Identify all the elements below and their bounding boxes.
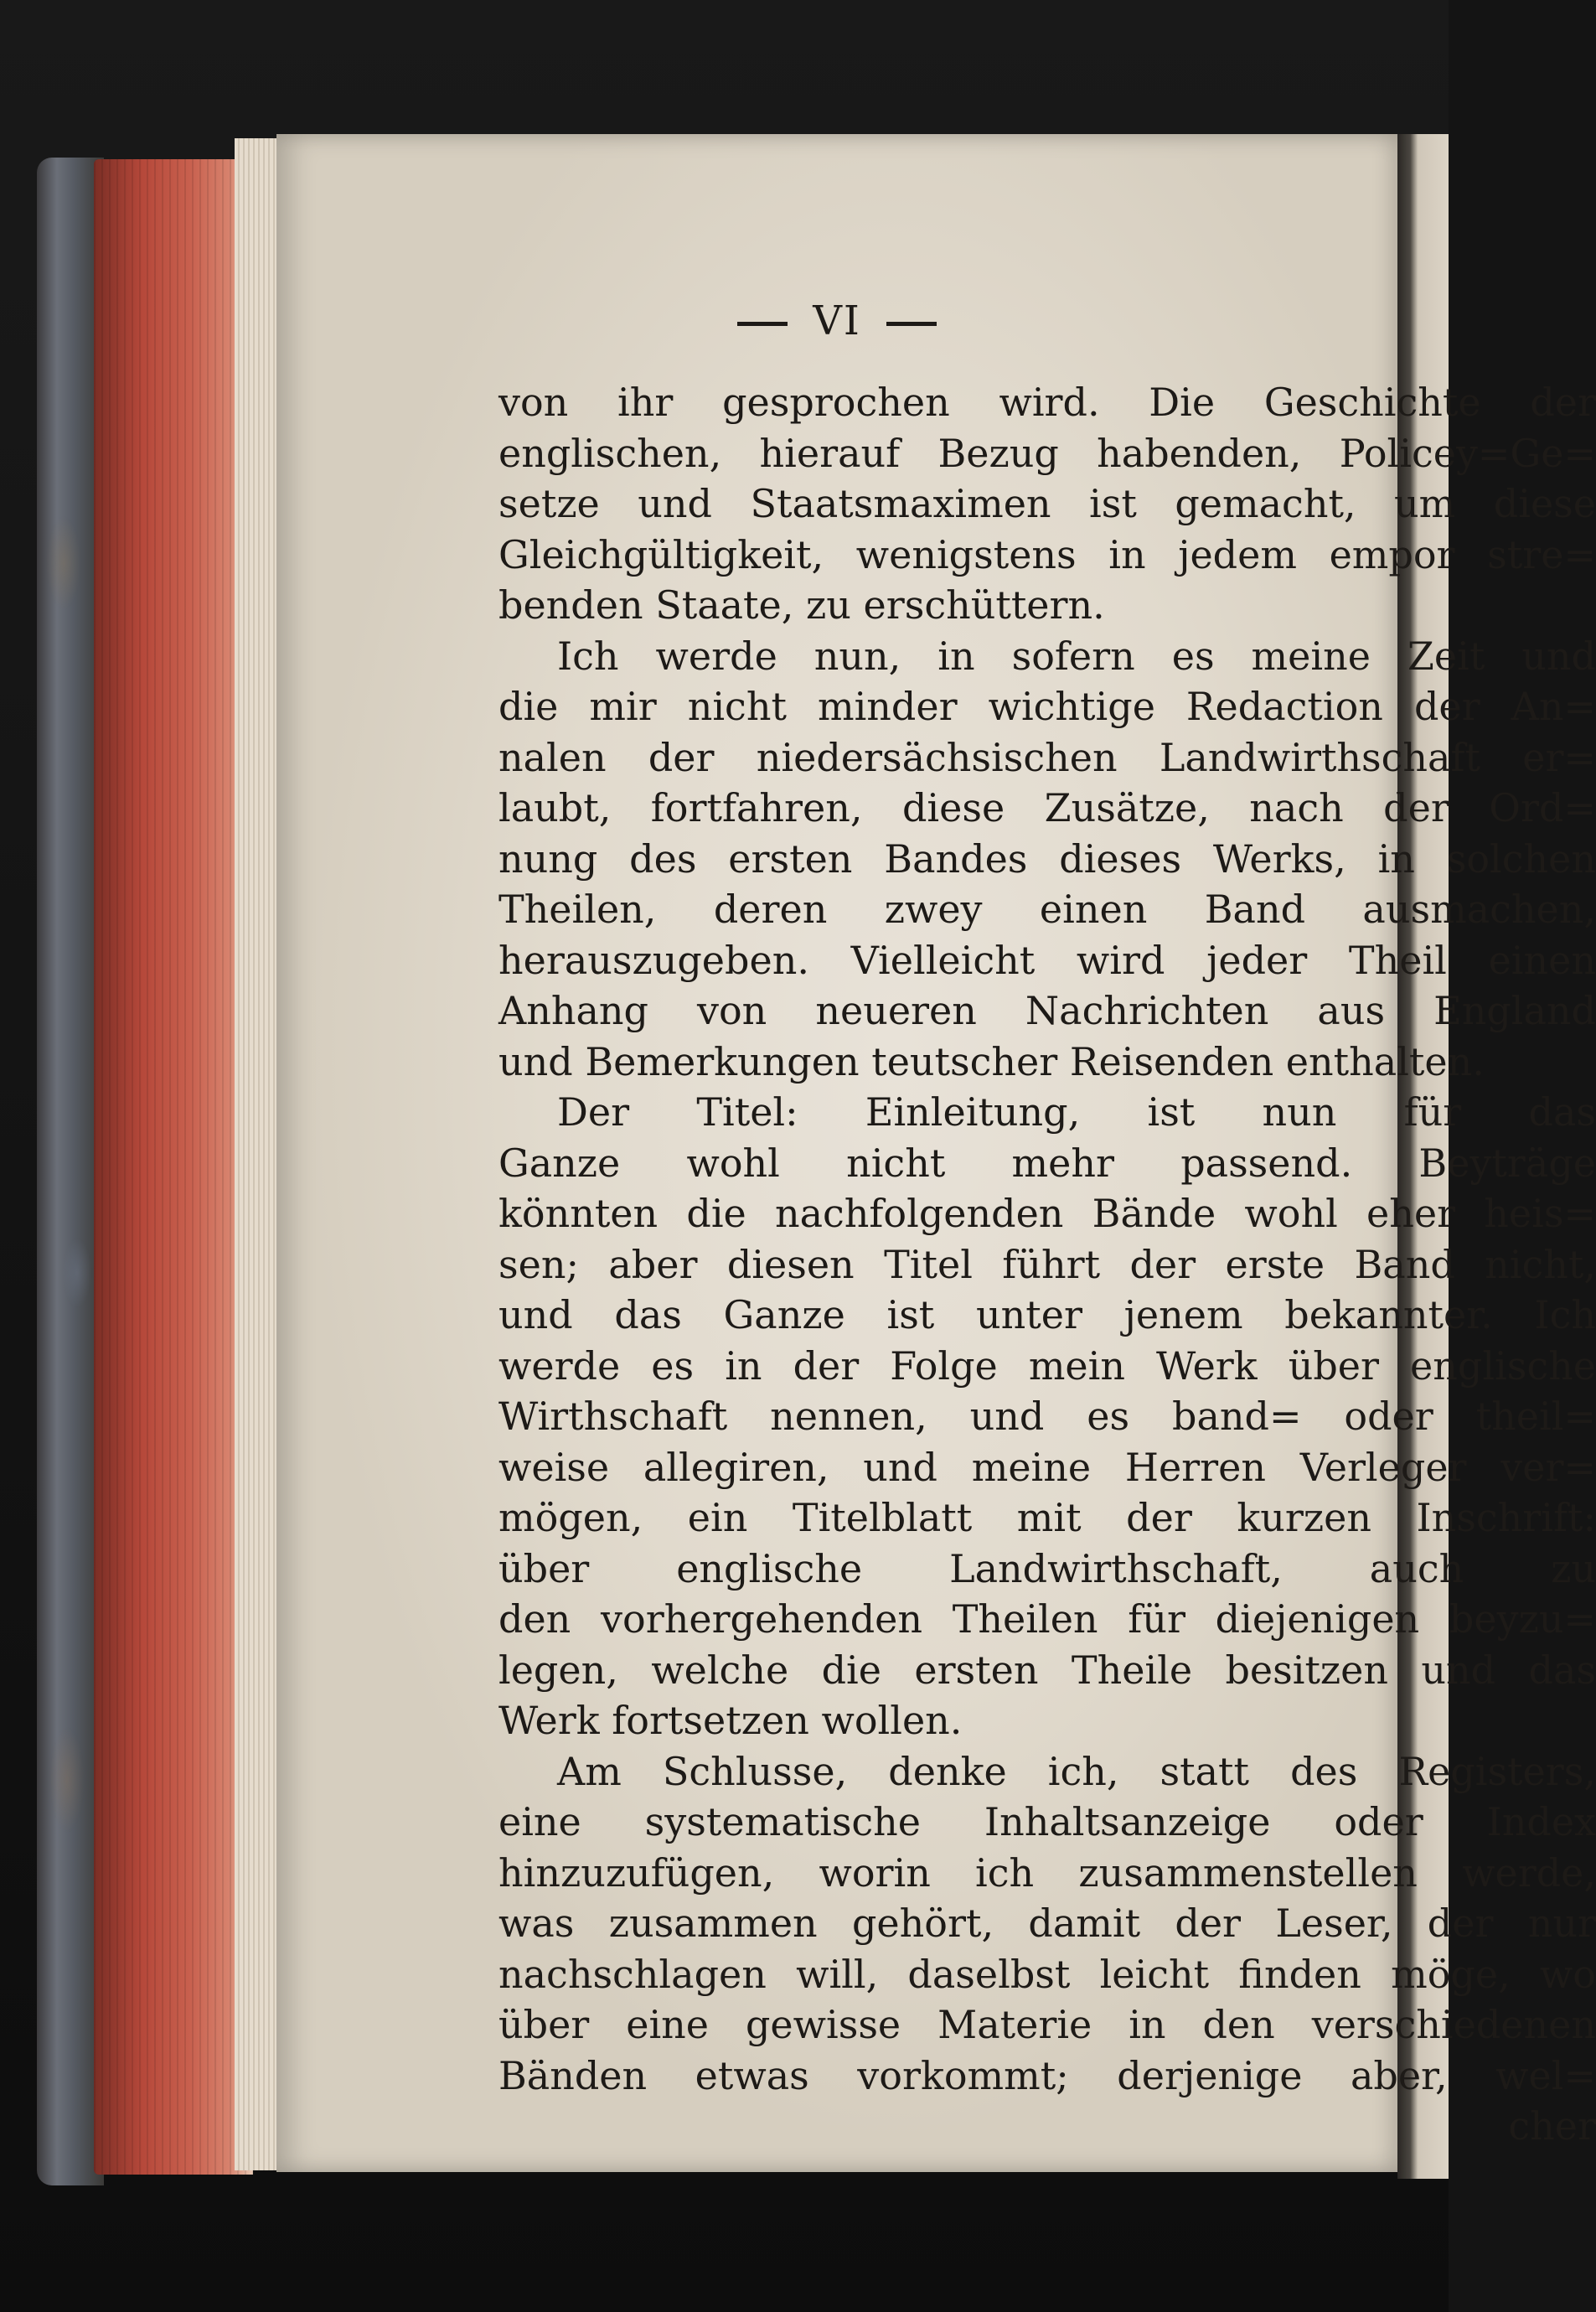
text-line: setze und Staatsmaximen ist gemacht, um diese <box>498 481 1596 526</box>
text-line: benden Staate, zu erschüttern. <box>498 582 1105 628</box>
text-line: Bänden etwas vorkommt; derjenige aber, wel= <box>498 2052 1596 2098</box>
text-line: könnten die nachfolgenden Bände wohl eher heis= <box>498 1191 1596 1236</box>
red-page-edges <box>94 159 253 2175</box>
text-line: werde es in der Folge mein Werk über englische <box>498 1342 1596 1389</box>
text-line: von ihr gesprochen wird. Die Geschichte der <box>498 380 1596 425</box>
page-header <box>276 297 1397 344</box>
text-line: und das Ganze ist unter jenem bekannter. Ich <box>498 1292 1596 1337</box>
text-line: Werk fortsetzen wollen. <box>498 1698 963 1743</box>
text-line: englischen, hierauf Bezug habenden, Policey=Ge= <box>498 430 1596 476</box>
text-line: Wirthschaft nennen, und es band= oder theil= <box>498 1394 1596 1439</box>
text-line: die mir nicht minder wichtige Redaction der An= <box>498 684 1596 729</box>
text-line: herauszugeben. Vielleicht wird jeder Theil einen <box>498 937 1596 983</box>
text-line: Ich werde nun, in sofern es meine Zeit und <box>557 633 1596 679</box>
catchword: cher <box>1508 2103 1596 2149</box>
page-number: VI <box>813 297 861 344</box>
text-line: mögen, ein Titelblatt mit der kurzen Inschrift: <box>498 1495 1596 1540</box>
text-line: nachschlagen will, daselbst leicht finden möge, wo <box>498 1951 1596 1997</box>
book-page <box>276 134 1596 2172</box>
text-line: Gleichgültigkeit, wenigstens in jedem empor stre= <box>498 531 1596 577</box>
text-line: Theilen, deren zwey einen Band ausmachen, <box>498 887 1596 932</box>
text-line: Anhang von neueren Nachrichten aus England <box>498 988 1596 1033</box>
text-line: nung des ersten Bandes dieses Werks, in solchen <box>498 835 1596 882</box>
text-line: was zusammen gehört, damit der Leser, der nur <box>498 1901 1596 1946</box>
text-line: den vorhergehenden Theilen für diejenigen beyzu= <box>498 1596 1596 1642</box>
text-line: eine systematische Inhaltsanzeige oder Index <box>498 1799 1596 1844</box>
text-line: hinzuzufügen, worin ich zusammenstellen werde, <box>498 1849 1596 1896</box>
text-line: und Bemerkungen teutscher Reisenden enthalten. <box>498 1038 1485 1084</box>
header-dash-left <box>737 322 788 326</box>
page-edges-stack <box>235 138 276 2170</box>
header-dash-right <box>886 322 937 326</box>
text-line: weise allegiren, und meine Herren Verleger ver= <box>498 1444 1596 1490</box>
text-line: über eine gewisse Materie in den verschiedenen <box>498 2002 1596 2047</box>
text-line: nalen der niedersächsischen Landwirthschaft er= <box>498 734 1596 780</box>
text-line: Der Titel: Einleitung, ist nun für das <box>557 1089 1596 1135</box>
text-line: laubt, fortfahren, diese Zusätze, nach der Ord= <box>498 785 1596 830</box>
text-line: sen; aber diesen Titel führt der erste Band nicht, <box>498 1241 1596 1287</box>
text-line: Am Schlusse, denke ich, statt des Registers, <box>557 1748 1596 1794</box>
text-line: Ganze wohl nicht mehr passend. Beyträge <box>498 1140 1596 1186</box>
text-line: legen, welche die ersten Theile besitzen und das <box>498 1647 1596 1693</box>
body-text <box>498 377 1596 2152</box>
text-line: über englische Landwirthschaft, auch zu <box>498 1545 1596 1591</box>
